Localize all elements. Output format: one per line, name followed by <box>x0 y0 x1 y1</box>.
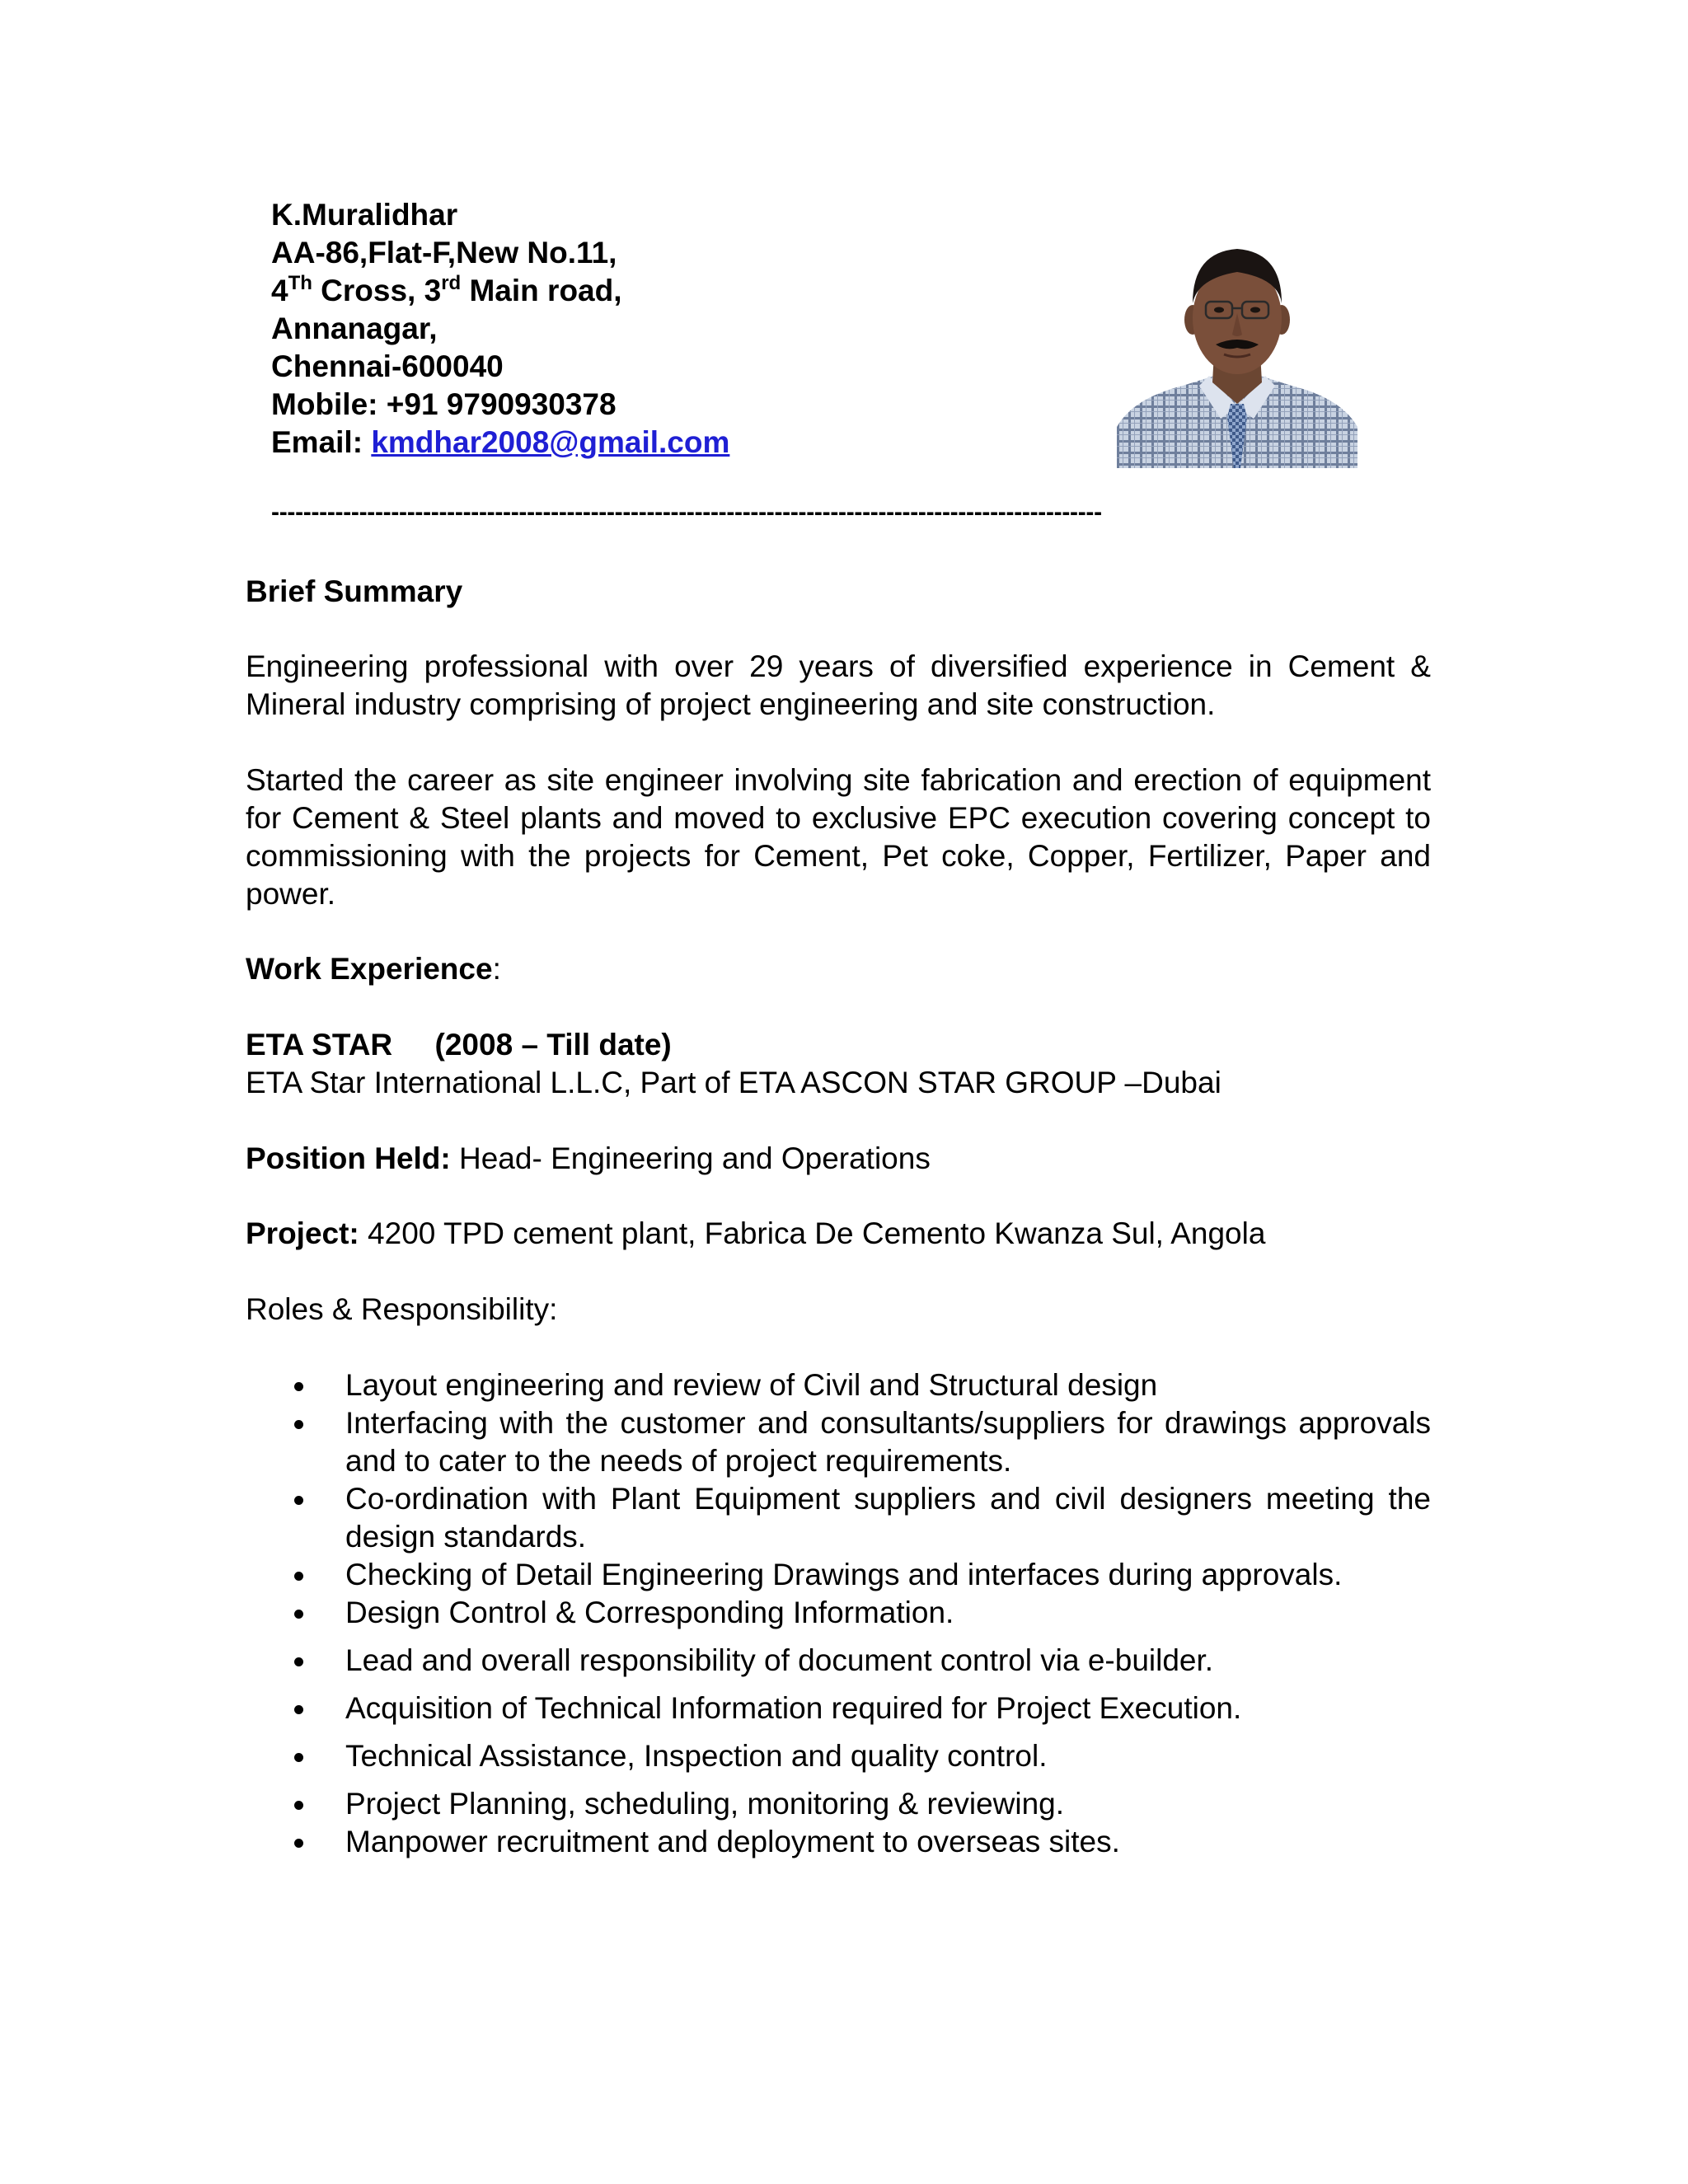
list-item <box>294 1366 1431 1404</box>
list-item-text: Interfacing with the customer and consultants/suppliers for drawings approvals and to cater to the needs of project requirements. <box>345 1406 1431 1478</box>
contact-block <box>271 196 729 462</box>
list-item <box>294 1823 1431 1861</box>
project-line <box>246 1215 1431 1253</box>
list-item-text: Co-ordination with Plant Equipment suppliers and civil designers meeting the design standards. <box>345 1482 1431 1554</box>
position-value: Head- Engineering and Operations <box>450 1141 931 1175</box>
main-road-text: Main road, <box>461 274 622 307</box>
bullet-icon <box>294 1839 303 1848</box>
company-description: ETA Star International L.L.C, Part of ETA ASCON STAR GROUP –Dubai <box>246 1066 1221 1099</box>
list-item <box>294 1556 1431 1594</box>
list-item <box>294 1404 1431 1480</box>
email-label: Email: <box>271 425 372 459</box>
list-item-text: Technical Assistance, Inspection and quality control. <box>345 1739 1048 1773</box>
section-separator: -------------------------------------------------------------------------------------------------------- <box>271 499 1102 526</box>
list-item <box>294 1737 1431 1775</box>
bullet-icon <box>294 1382 303 1391</box>
list-item-text: Acquisition of Technical Information required for Project Execution. <box>345 1691 1242 1725</box>
email-line <box>271 424 729 462</box>
brief-summary-heading: Brief Summary <box>246 574 463 608</box>
list-item-text: Layout engineering and review of Civil and Structural design <box>345 1368 1158 1402</box>
bullet-icon <box>294 1657 303 1666</box>
project-value: 4200 TPD cement plant, Fabrica De Cemento Kwanza Sul, Angola <box>359 1216 1266 1250</box>
bullet-icon <box>294 1705 303 1714</box>
company-heading: ETA STAR (2008 – Till date) <box>246 1028 672 1062</box>
work-experience-heading <box>246 950 1431 988</box>
address-city: Chennai-600040 <box>271 349 504 383</box>
list-item-text: Project Planning, scheduling, monitoring & reviewing. <box>345 1787 1065 1821</box>
work-experience-colon: : <box>492 952 501 986</box>
list-item <box>294 1642 1431 1680</box>
list-item-text: Lead and overall responsibility of document control via e-builder. <box>345 1643 1214 1677</box>
roles-heading: Roles & Responsibility: <box>246 1292 558 1326</box>
cross-superscript: Th <box>288 272 312 294</box>
work-experience-title: Work Experience <box>246 952 493 986</box>
bullet-icon <box>294 1420 303 1429</box>
list-item <box>294 1594 1431 1632</box>
cross-text: Cross, 3 <box>312 274 442 307</box>
bullet-icon <box>294 1610 303 1619</box>
summary-paragraph-1: Engineering professional with over 29 years of diversified experience in Cement & Mineral industry comprising of project engineering and site construction. <box>246 649 1431 721</box>
list-item-text: Checking of Detail Engineering Drawings and interfaces during approvals. <box>345 1558 1343 1591</box>
list-item-text: Design Control & Corresponding Information. <box>345 1596 954 1629</box>
address-line-1: AA-86,Flat-F,New No.11, <box>271 236 617 269</box>
bullet-icon <box>294 1753 303 1762</box>
mobile-number: Mobile: +91 9790930378 <box>271 387 617 421</box>
list-item <box>294 1785 1431 1823</box>
list-item <box>294 1690 1431 1727</box>
bullet-icon <box>294 1801 303 1810</box>
candidate-name: K.Muralidhar <box>271 198 458 232</box>
position-held <box>246 1140 1431 1178</box>
project-label: Project: <box>246 1216 359 1250</box>
cross-number: 4 <box>271 274 288 307</box>
list-item-text: Manpower recruitment and deployment to overseas sites. <box>345 1825 1120 1858</box>
address-area: Annanagar, <box>271 312 438 345</box>
email-link[interactable]: kmdhar2008@gmail.com <box>371 425 730 459</box>
profile-photo <box>1117 221 1357 468</box>
roles-list <box>294 1366 1431 1861</box>
address-line-2 <box>271 272 729 310</box>
bullet-icon <box>294 1496 303 1505</box>
main-road-superscript: rd <box>441 272 462 294</box>
list-item <box>294 1480 1431 1556</box>
summary-paragraph-2: Started the career as site engineer involving site fabrication and erection of equipment for Cement & Steel plants and moved to exclusive EPC execution covering concept to commissioning with the projects for Cement, Pet coke, Copper, Fertilizer, Paper and power. <box>246 763 1431 911</box>
bullet-icon <box>294 1572 303 1581</box>
position-label: Position Held: <box>246 1141 451 1175</box>
